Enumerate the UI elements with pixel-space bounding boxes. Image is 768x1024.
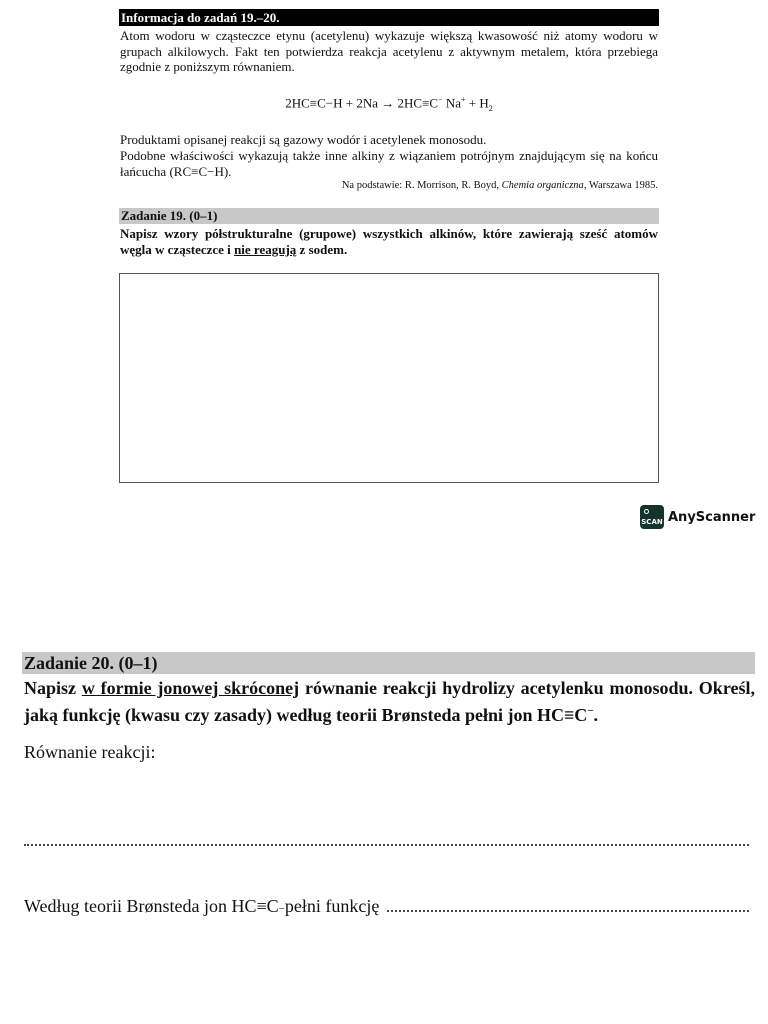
task20-text-end: . [593,705,599,725]
source-title: Chemia organiczna [501,180,584,191]
equation-h-sub: 2 [488,103,493,113]
equation-plus: + [461,95,466,104]
bronsted-end: pełni funkcję [284,896,380,916]
task20-header: Zadanie 20. (0–1) [22,652,755,674]
task19-header: Zadanie 19. (0–1) [119,208,659,224]
bronsted-sup: − [278,903,285,915]
task19-text-underlined: nie reagują [234,241,297,257]
equation-h: + H [465,95,489,111]
equation-label: Równanie reakcji: [24,742,156,762]
bronsted-text: Według teorii Brønsteda jon HC≡C [24,896,279,916]
task20-instruction [24,677,755,727]
info-paragraph-1: Atom wodoru w cząsteczce etynu (acetylenu) wykazuje większą kwasowość niż atomy wodoru w grupach alkilowych. Fakt ten potwierdza reakcja acetylenu z aktywnym metalem, która przebiega zgodnie z poniższym równaniem. [120,28,658,74]
info-paragraph-2-line-2: Podobne właściwości wykazują także inne alkiny z wiązaniem potrójnym znajdującym się na końcu łańcucha (RC≡C−H). [120,148,658,179]
task19-answer-box[interactable] [119,273,659,483]
task19-text-before: Napisz wzory półstrukturalne (grupowe) wszystkich alkinów, które zawierają sześć atomów węgla w cząsteczce i [120,226,658,257]
source-suffix: , Warszawa 1985. [583,180,658,191]
task19-instruction [120,226,658,257]
equation-minus: − [438,95,443,104]
source-prefix: Na podstawie: R. Morrison, R. Boyd, [341,180,502,191]
reaction-equation [120,95,658,113]
equation-na: Na [442,95,462,111]
anyscanner-watermark [640,505,755,529]
source-citation [120,180,658,191]
scanner-brand: AnyScanner [668,509,756,525]
scanner-app-icon [640,505,664,529]
task20-text-part2: równanie reakcji hydrolizy acetylenku monosodu. Określ, jaką funkcję (kwasu czy zasady) według teorii Brønsteda pełni jon HC≡C [24,678,755,725]
task20-text-underlined: w formie jonowej skróconej [81,678,300,698]
bronsted-answer-row [24,896,749,917]
scanner-icon-label: SCAN [641,518,663,526]
task20-text-part1: Napisz [24,678,82,698]
equation-left: 2HC≡C−H + 2Na → 2HC≡C [285,95,439,111]
bronsted-answer-line[interactable] [387,896,749,912]
task19-text-after: z sodem. [296,241,348,257]
task20-text-sup: − [587,705,594,717]
info-header: Informacja do zadań 19.–20. [119,9,659,26]
info-paragraph-2-line-1: Produktami opisanej reakcji są gazowy wodór i acetylenek monosodu. [120,132,487,147]
equation-answer-line[interactable] [24,832,749,846]
